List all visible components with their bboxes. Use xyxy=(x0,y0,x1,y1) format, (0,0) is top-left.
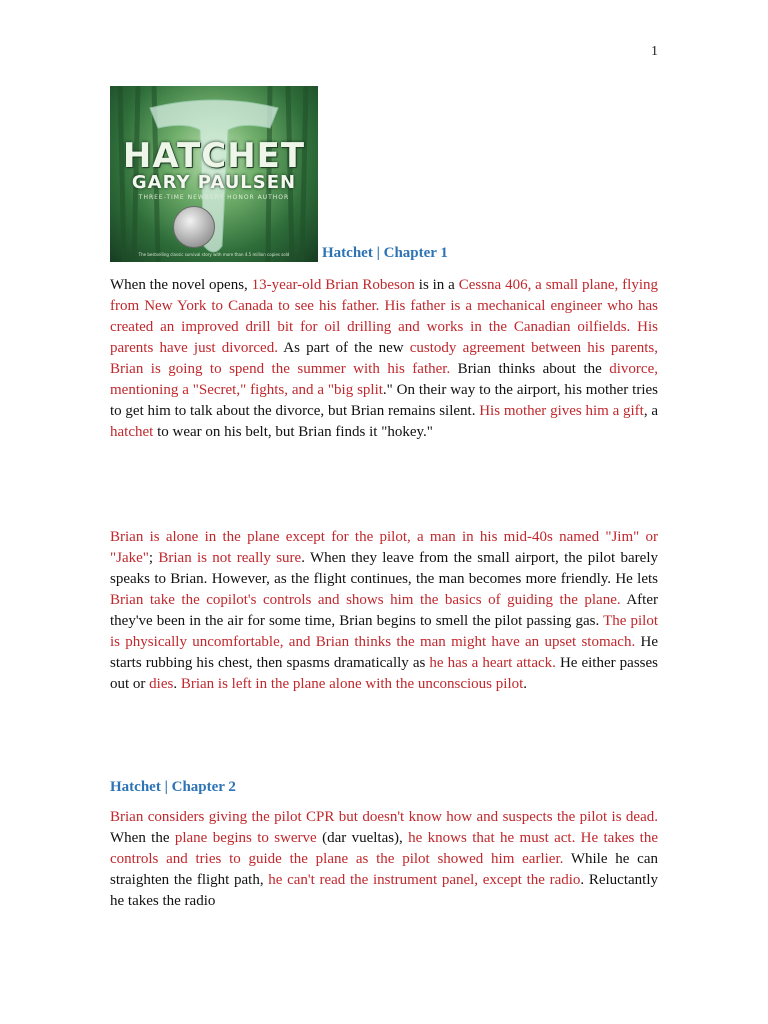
highlighted-text-segment: His parents have just divorced. xyxy=(110,319,658,356)
chapter-2-title: Hatchet | Chapter 2 xyxy=(110,779,236,795)
highlighted-text-segment: Cessna 406, a small plane, flying from New York to Canada to see his father. xyxy=(110,277,658,314)
text-segment: While he can straighten the flight path, xyxy=(110,851,658,888)
chapter-1-paragraph-2 xyxy=(110,527,658,695)
chapter-2-paragraph-1 xyxy=(110,807,658,912)
text-segment: ; xyxy=(148,550,159,566)
highlighted-text-segment: His mother gives him a gift xyxy=(479,403,644,419)
highlighted-text-segment: he has a heart attack. xyxy=(429,655,556,671)
chapter-1-paragraph-1 xyxy=(110,275,658,443)
text-segment: . xyxy=(523,676,528,692)
text-segment: ." On their way to the airport, his mother tries to get him to talk about the divorce, but Brian remains silent. xyxy=(110,382,658,419)
cover-footer: The bestselling classic survival story with more than 4.5 million copies sold xyxy=(138,252,290,257)
cover-subtitle: THREE-TIME NEWBERY HONOR AUTHOR xyxy=(138,194,290,201)
highlighted-text-segment: 13-year-old Brian Robeson xyxy=(251,277,415,293)
text-segment: He starts rubbing his chest, then spasms dramatically as xyxy=(110,634,658,671)
highlighted-text-segment: plane begins to swerve xyxy=(174,830,317,846)
text-segment: Brian thinks about the xyxy=(450,361,610,377)
text-segment: When the xyxy=(110,830,175,846)
highlighted-text-segment: Brian is going to spend the summer with his father. xyxy=(110,361,451,377)
text-segment: to wear on his belt, but Brian finds it "hokey." xyxy=(153,424,433,440)
text-segment: . When they leave from the small airport, the pilot barely speaks to Brian. However, as the flight continues, the man becomes more friendly. He lets xyxy=(110,550,658,587)
newbery-medal-icon xyxy=(173,206,215,248)
page-number: 1 xyxy=(651,44,658,59)
highlighted-text-segment: Brian take the copilot's controls and shows him the basics of guiding the plane. xyxy=(110,592,621,608)
text-segment: is in a xyxy=(414,277,459,293)
text-segment: After they've been in the air for some time, Brian begins to smell the pilot passing gas. xyxy=(110,592,658,629)
chapter-1-header xyxy=(110,86,448,262)
text-segment: (dar vueltas), xyxy=(316,830,409,846)
text-segment: . xyxy=(173,676,181,692)
highlighted-text-segment: he knows that he must act. He takes the controls and tries to guide the plane as the pilot showed him earlier. xyxy=(110,830,659,867)
highlighted-text-segment: hatchet xyxy=(110,424,154,440)
book-cover-image xyxy=(110,86,318,262)
text-segment: . Reluctantly he takes the radio xyxy=(110,872,658,909)
cover-title: HATCHET xyxy=(122,136,306,176)
highlighted-text-segment: Brian considers giving the pilot CPR but doesn't know how and suspects the pilot is dead. xyxy=(110,809,658,825)
chapter-1-title: Hatchet | Chapter 1 xyxy=(322,245,448,261)
highlighted-text-segment: he can't read the instrument panel, except the radio xyxy=(268,872,581,888)
highlighted-text-segment: divorce, mentioning a "Secret," fights, and a "big split xyxy=(110,361,658,398)
text-segment: When the novel opens, xyxy=(110,277,252,293)
highlighted-text-segment: Brian is not really sure xyxy=(158,550,302,566)
highlighted-text-segment: Brian is alone in the plane except for the pilot, a man in his mid-40s named "Jim" or "Jake" xyxy=(110,529,658,566)
cover-author: GARY PAULSEN xyxy=(131,172,297,193)
text-segment: As part of the new xyxy=(277,340,410,356)
highlighted-text-segment: custody agreement between his parents, xyxy=(409,340,658,356)
highlighted-text-segment: The pilot is physically uncomfortable, and Brian thinks the man might have an upset stomach. xyxy=(110,613,658,650)
highlighted-text-segment: dies xyxy=(149,676,174,692)
text-segment: He either passes out or xyxy=(110,655,658,692)
highlighted-text-segment: Brian is left in the plane alone with the unconscious pilot xyxy=(180,676,524,692)
highlighted-text-segment: His father is a mechanical engineer who has created an improved drill bit for oil drilling and works in the Canadian oilfields. xyxy=(110,298,658,335)
text-segment: , a xyxy=(643,403,658,419)
